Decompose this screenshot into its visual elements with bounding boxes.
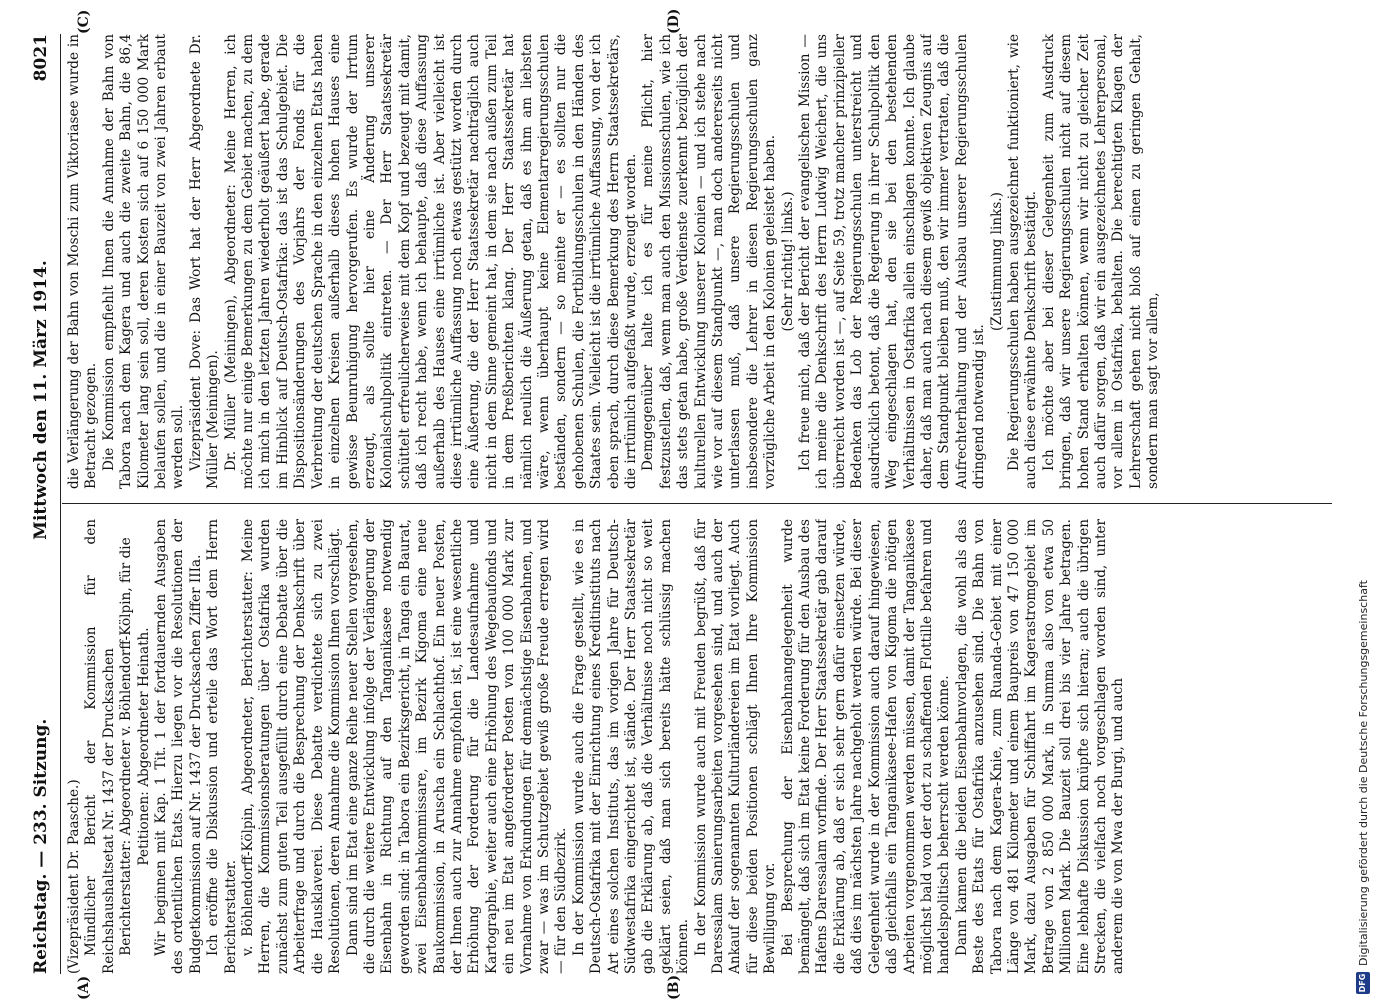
marker-c: (C) xyxy=(76,9,92,34)
paragraph: (Zustimmung links.) xyxy=(988,192,1005,331)
paragraph: Ich freue mich, daß der Bericht der evangelischen Mission — ich meine die Denkschrift des Herrn Ludwig Weichert, die uns überreicht worden ist —, auf Seite 59, trotz mancher prinzipieller Bedenken das Lob der Regierungsschulen unterstreicht und ausdrücklich betont, daß die Regierung in ihrer Schulpolitik den Weg eingeschlagen hat, den sie bei den bestehenden Verhältnissen in Ostafrika allein einschlagen konnte. Ich glaube daher, daß man auch nach diesem gewiß objektiven Zeugnis auf dem Standpunkt bleiben muß, den wir immer vertraten, daß die Aufrechterhaltung und der Ausbau unserer Regierungsschulen dringend notwendig ist. xyxy=(797,34,988,489)
paragraph: Ich eröffne die Diskussion und erteile das Wort dem Herrn Berichterstatter. xyxy=(205,519,239,974)
document-page xyxy=(0,4,1379,1004)
header-middle: Mittwoch den 11. März 1914. xyxy=(31,260,51,540)
right-column xyxy=(66,34,1331,489)
paragraph: (Sehr richtig! links.) xyxy=(779,191,796,332)
paragraph: Dann sind im Etat eine ganze Reihe neuer Stellen vorgesehen, die durch die weitere Entwicklung infolge der Verlängerung der Eisenbahn in Richtung auf den Tanganikasee notwendig geworden sind: in Tabora ein Bezirksgericht, in Tanga ein Baurat, zwei Eisenbahnkommissare, im Bezirk Kigoma eine neue Baukommission, in Aruscha ein Schlachthof. Ein neuer Posten, der Ihnen auch zur Annahme empfohlen ist, ist eine wesentliche Erhöhung der Forderung für die Landesaufnahme und Kartographie, weiter auch eine Erhöhung des Wegebaufonds und ein neu im Etat angeforderter Posten von 100 000 Mark zur Vornahme von Erkundungen für demnächstige Eisenbahnen, und zwar — was im Schutzgebiet gewiß große Freude erregen wird — für den Südbezirk. xyxy=(344,519,570,974)
credit-text: Digitalisierung gefördert durch die Deutsche Forschungsgemeinschaft xyxy=(1356,580,1370,966)
paragraph: v. Böhlendorff-Kölpin, Abgeordneter, Berichterstatter: Meine Herren, die Kommissionsberatungen über Ostafrika wurden zunächst zum guten Teil ausgefüllt durch eine Debatte über die Arbeiterfrage und durch die Besprechung der Denkschrift über die Hausklaverei. Diese Debatte verdichtete sich zu zwei Resolutionen, deren Annahme die Kommission Ihnen vorschlägt. xyxy=(240,519,344,974)
dfg-logo-icon: DFG xyxy=(1356,972,1370,994)
paragraph: Wir beginnen mit Kap. 1 Tit. 1 der fortdauernden Ausgaben des ordentlichen Etats. Hierzu liegen vor die Resolutionen der Budgetkommission auf Nr. 1437 der Drucksachen Ziffer IIIa. xyxy=(153,519,204,974)
paragraph: (Vizepräsident Dr. Paasche.) xyxy=(66,779,82,974)
footer-credit xyxy=(1351,0,1375,1004)
paragraph: Die Regierungsschulen haben ausgezeichnet funktioniert, wie auch diese erwähnte Denkschrift bestätigt. xyxy=(1005,34,1040,489)
paragraph: Dr. Müller (Meiningen), Abgeordneter: Meine Herren, ich möchte nur einige Bemerkungen zu dem Gebiet machen, zu dem ich mich in den letzten Jahren wiederholt geäußert habe, gerade im Hinblick auf Deutsch-Ostafrika: das ist das Schulgebiet. Die Dispositionsänderungen des Vorjahrs der Fonds für die Verbreitung der deutschen Sprache in den einzelnen Etats haben in einzelnen Kreisen außerhalb dieses hohen Hauses eine gewisse Beunruhigung hervorgerufen. Es wurde der Irrtum erzeugt, als sollte hier eine Änderung unserer Kolonialschulpolitik eintreten. — Der Herr Staatssekretär schüttelt erfreulicherweise mit dem Kopf und bezeugt mit damit, daß ich recht habe, wenn ich behaupte, daß diese Auffassung außerhalb des Hauses eine irrtümliche ist. Aber vielleicht ist diese irrtümliche Auffassung noch etwas gestützt worden durch eine Äußerung, die der Herr Staatssekretär nachträglich auch nicht in dem Sinne gemeint hat, in dem sie nach außen zum Teil in dem Preßberichten klang. Der Herr Staatssekretär hat nämlich neulich die Äußerung getan, daß es ihm am liebsten wäre, wenn überhaupt keine Elementarregierungsschulen beständen, sondern — so meinte er — es sollten nur die gehobenen Schulen, die Fortbildungsschulen in den Händen des Staates sein. Vielleicht ist die irrtümliche Auffassung, von der ich eben sprach, durch diese Bemerkung des Herrn Staatssekretärs, die irrtümlich aufgefaßt wurde, erzeugt worden. xyxy=(222,34,639,489)
column-divider xyxy=(62,503,1332,504)
paragraph: Bei Besprechung der Eisenbahnangelegenheit wurde bemängelt, daß sich im Etat keine Forderung für den Ausbau des Hafens Daressalam vorfinde. Der Herr Staatssekretär gab darauf die Erklärung ab, daß er sich sehr gern dafür einsetzen würde, daß dies im nächsten Jahre nachgeholt werden würde. Bei dieser Gelegenheit wurde in der Kommission auch darauf hingewiesen, daß gleichfalls ein Tanganikasee-Hafen von Kigoma die nötigen Arbeiten vorgenommen werden müssen, damit der Tanganikasee möglichst bald von der dort zu schaffenden Flottille befahren und handelspolitisch beherrscht werden könne. xyxy=(779,519,953,974)
page-number: 8021 xyxy=(31,34,51,82)
paragraph: die Verlängerung der Bahn von Moschi zum Viktoriasee wurde in Betracht gezogen. xyxy=(66,34,100,489)
paragraph: In der Kommission wurde auch die Frage gestellt, wie es in Deutsch-Ostafrika mit der Einrichtung eines Kreditinstituts nach Art eines solchen Instituts, das im vorigen Jahre für Deutsch-Südwestafrika eingerichtet ist, stände. Der Herr Staatssekretär gab die Erklärung ab, daß die Verhältnisse noch nicht so weit geklärt seien, daß man sich bereits hätte schlüssig machen können. xyxy=(570,519,692,974)
paragraph: Vizepräsident Dove: Das Wort hat der Herr Abgeordnete Dr. Müller (Meiningen). xyxy=(187,34,222,489)
paragraph: In der Kommission wurde auch mit Freuden begrüßt, daß für Daressalam Sanierungsarbeiten vorgesehen sind, und auch der Ankauf der sogenannten Kulturländereien im Etat vorliegt. Auch für diese beiden Positionen schlägt Ihnen Ihre Kommission Bewilligung vor. xyxy=(692,519,779,974)
paragraph: Ich möchte aber bei dieser Gelegenheit zum Ausdruck bringen, daß wir unsere Regierungsschulen nicht auf diesem hohen Stand erhalten können, wenn wir nicht zu gleicher Zeit auch dafür sorgen, daß wir ein ausgezeichnetes Lehrerpersonal, vor allem in Ostafrika, behalten. Die berechtigten Klagen der Lehrerschaft gehen nicht bloß auf einen zu geringen Gehalt, sondern man sagt vor allem, xyxy=(1040,34,1162,489)
marker-b: (B) xyxy=(666,974,682,1000)
paragraph: Mündlicher Bericht der Kommission für den Reichshaushaltsetat Nr. 1437 der Drucksachen xyxy=(83,519,117,974)
header-left: Reichstag. — 233. Sitzung. xyxy=(31,718,51,974)
paragraph: Die Kommission empfiehlt Ihnen die Annahme der Bahn von Tabora nach dem Kagera und auch die zweite Bahn, die 86,4 Kilometer lang sein soll, deren Kosten sich auf 6 150 000 Mark belaufen sollen, und die in einer Bauzeit von zwei Jahren erbaut werden soll. xyxy=(100,34,187,489)
left-column xyxy=(66,519,1331,974)
paragraph: Berichterstatter: Abgeordneter v. Böhlendorff-Kölpin, für die Petitionen: Abgeordneter Heinath. xyxy=(118,537,152,956)
header-divider xyxy=(60,34,61,974)
paragraph: Demgegenüber halte ich es für meine Pflicht, hier festzustellen, daß, wenn man auch den Missionsschulen, wie ich das stets getan habe, große Verdienste zuerkennt bezüglich der kulturellen Entwicklung unserer Kolonien — und ich stehe nach wie vor auf diesem Standpunkt —, man doch andererseits nicht unterlassen muß, daß unsere Regierungsschulen und insbesondere die Lehrer in diesen Regierungsschulen ganz vorzügliche Arbeit in den Kolonien geleistet haben. xyxy=(640,34,779,489)
paragraph: Dann kamen die beiden Eisenbahnvorlagen, die wohl als das Beste des Etats für Ostafrika anzusehen sind. Die Bahn von Tabora nach dem Kagera-Knie, zum Ruanda-Gebiet mit einer Länge von 481 Kilometer und einem Baupreis von 47 150 000 Mark, dazu Ausgaben für Schiffahrt im Kagerastromgebiet im Betrage von 2 850 000 Mark, in Summa also von etwa 50 Millionen Mark. Die Bauzeit soll drei bis vier Jahre betragen. Eine lebhafte Diskussion knüpfte sich hieran; auch die übrigen Strecken, die vielfach noch vorgeschlagen worden sind, unter anderem die von Mwa der Burgi, und auch xyxy=(953,519,1127,974)
page-header xyxy=(26,34,56,974)
marker-a: (A) xyxy=(76,975,92,1000)
marker-d: (D) xyxy=(666,8,682,34)
